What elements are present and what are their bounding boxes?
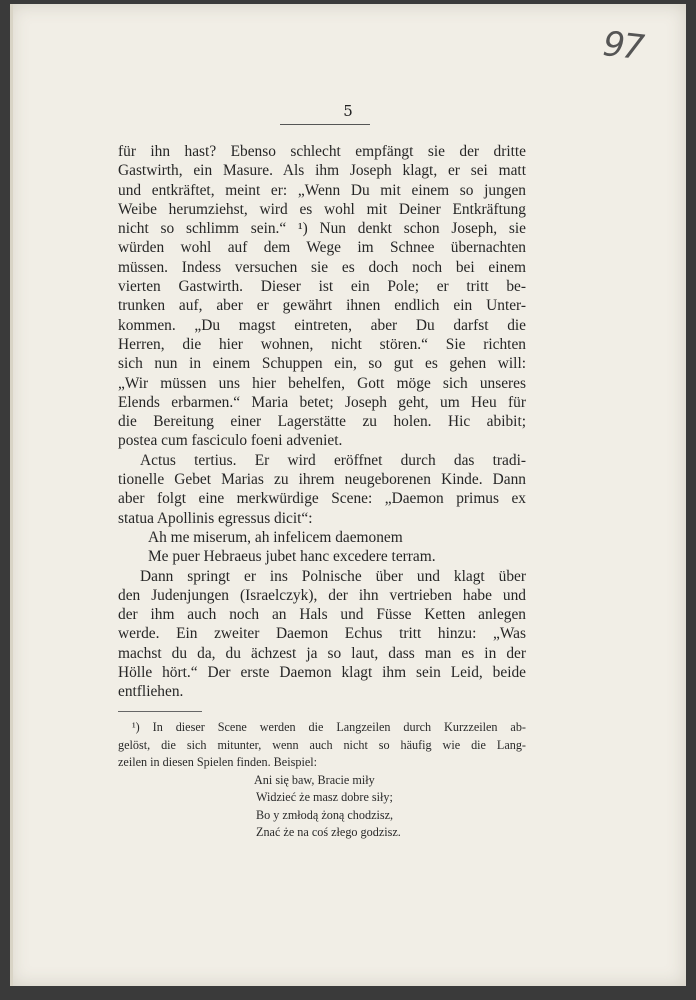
text-line: Herren, die hier wohnen, nicht stören.“ Sie richten [118,335,526,353]
text-line: für ihn hast? Ebenso schlecht empfängt sie der dritte [118,143,526,160]
text-line: postea cum fasciculo foeni adveniet. [118,432,343,450]
verse-line: Me puer Hebraeus jubet hanc excedere terram. [148,548,436,566]
text-line: Hölle hört.“ Der erste Daemon klagt ihm sein Leid, beide [118,664,526,682]
text-line: trunken auf, aber er gewährt ihnen endlich ein Unter- [118,297,526,315]
text-line: statua Apollinis egressus dicit“: [118,509,313,527]
text-line: und entkräftet, meint er: „Wenn Du mit einem so jungen [118,181,526,199]
text-line: müssen. Indess versuchen sie es doch noch bei einem [118,258,526,276]
text-line: sich nun in einem Schuppen ein, so gut es gehen will: [118,355,526,373]
text-line: kommen. „Du magst eintreten, aber Du darfst die [118,316,526,334]
footnote-verse-line: Ani się baw, Bracie miły [254,772,375,787]
text-line: würden wohl auf dem Wege im Schnee übernachten [118,239,526,257]
text-line: den Judenjungen (Israelczyk), der ihn vertrieben habe und [118,586,526,604]
footnote-line: zeilen in diesen Spielen finden. Beispiel: [118,755,318,769]
handwritten-folio-number: 97 [600,24,644,68]
page-number: 5 [343,102,353,120]
page-edge [10,4,13,986]
footnote-rule [118,711,202,712]
text-line: der ihm auch noch an Hals und Füsse Ketten anlegen [118,606,526,624]
text-line: Elends erbarmen.“ Maria betet; Joseph geht, um Heu für [118,393,526,411]
text-line: Dann springt er ins Polnische über und klagt über [140,567,526,585]
footnote-verse-line: Widzieć że masz dobre siły; [256,790,393,804]
body-text [118,142,526,702]
text-line: vierten Gastwirth. Dieser ist ein Pole; er tritt be- [118,278,526,296]
footnote [118,719,526,842]
text-line: werde. Ein zweiter Daemon Echus tritt hinzu: „Was [118,625,526,643]
text-line: „Wir müssen uns hier behelfen, Gott möge sich unseres [118,374,526,392]
text-line: Gastwirth, ein Masure. Als ihm Joseph klagt, er sei matt [118,162,526,180]
footnote-verse-line: Znać że na coś złego godzisz. [256,825,401,839]
page-number-rule [280,124,370,125]
text-line: Actus tertius. Er wird eröffnet durch das tradi- [140,451,526,469]
text-line: tionelle Gebet Marias zu ihrem neugeborenen Kinde. Dann [118,471,526,489]
text-line: aber folgt eine merkwürdige Scene: „Daemon primus ex [118,490,526,508]
text-line: machst du da, du ächzest ja so laut, dass man es in der [118,644,526,662]
footnote-line: ¹) In dieser Scene werden die Langzeilen durch Kurzzeilen ab- [132,720,526,734]
text-line: Weibe herumziehst, wird es wohl mit Deiner Entkräftung [118,200,526,218]
footnote-line: gelöst, die sich mitunter, wenn auch nicht so häufig wie die Lang- [118,737,526,752]
footnote-verse-line: Bo y zmłodą żoną chodzisz, [256,807,394,822]
text-line: entfliehen. [118,683,184,701]
text-line: nicht so schlimm sein.“ ¹) Nun denkt schon Joseph, sie [118,220,526,238]
verse-line: Ah me miserum, ah infelicem daemonem [148,528,403,546]
text-line: die Bereitung einer Lagerstätte zu holen. Hic abibit; [118,413,526,431]
